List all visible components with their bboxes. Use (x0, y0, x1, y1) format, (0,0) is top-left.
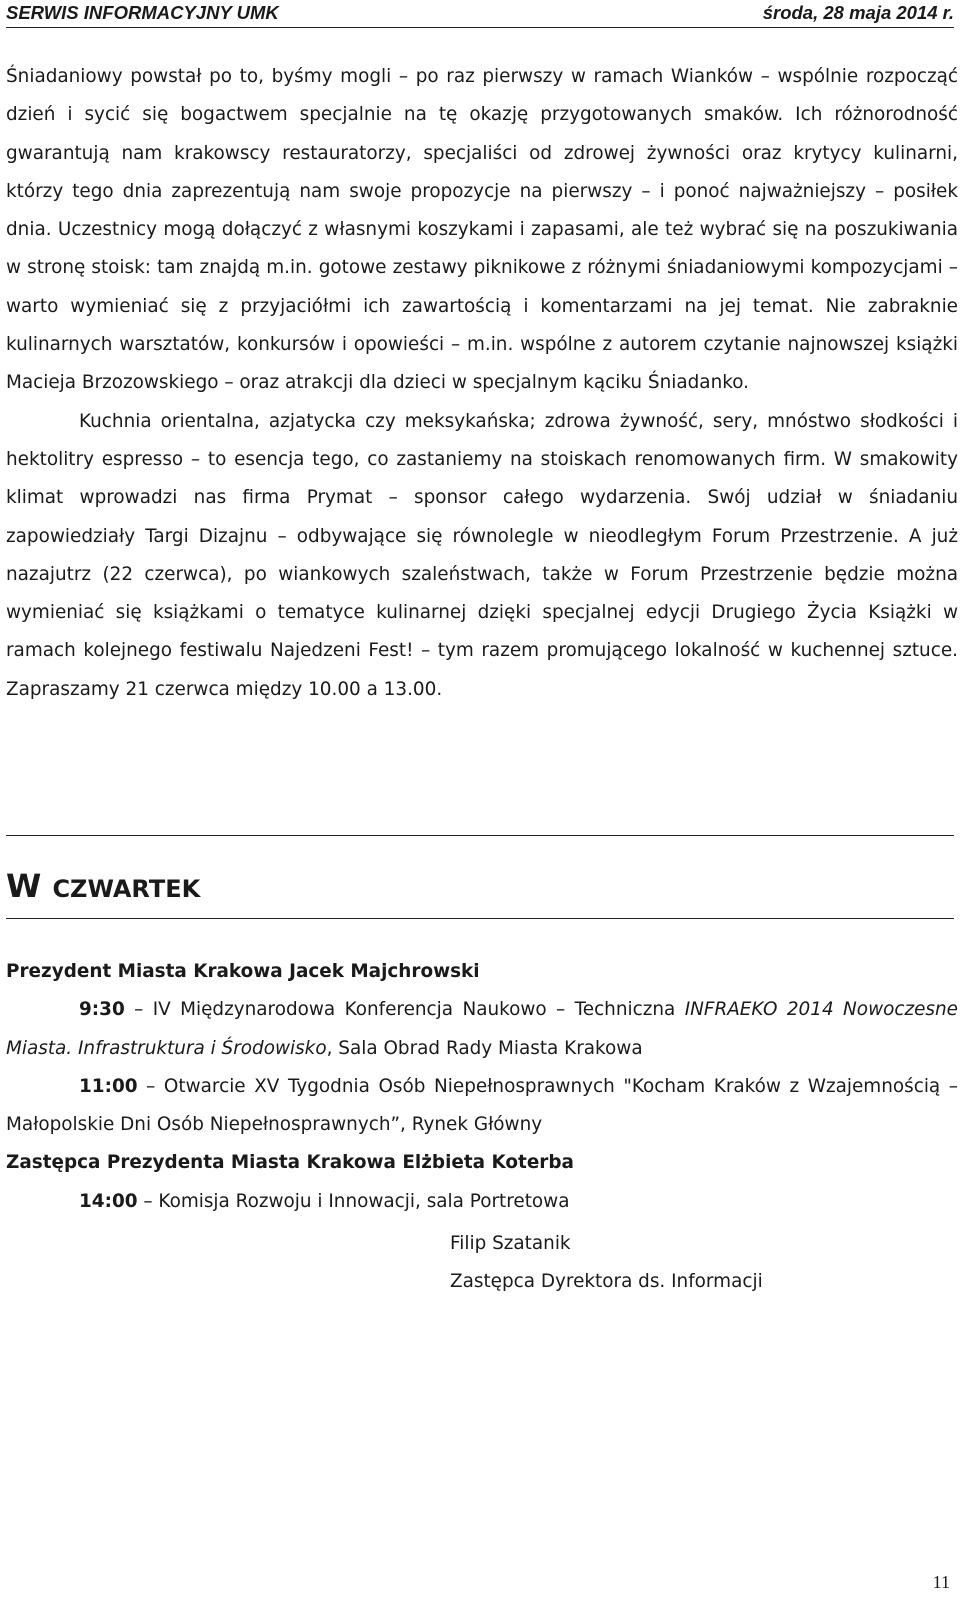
section-divider (6, 835, 954, 836)
section-divider (6, 918, 954, 919)
paragraph: Kuchnia orientalna, azjatycka czy meksykańska; zdrowa żywność, sery, mnóstwo słodkości i hektolitry espresso – to esencja tego, co zastaniemy na stoiskach renomowanych firm. W smakowity klimat wprowadzi nas firma Prymat – sponsor całego wydarzenia. Swój udział w śniadaniu zapowiedziały Targi Dizajnu – odbywające się równolegle w nieodległym Forum Przestrzenie. A już nazajutrz (22 czerwca), po wiankowych szaleństwach, także w Forum Przestrzenie będzie można wymieniać się książkami o tematyce kulinarnej dzięki specjalnej edycji Drugiego Życia Książki w ramach kolejnego festiwalu Najedzeni Fest! – tym razem promującego lokalność w kuchennej sztuce. Zapraszamy 21 czerwca między 10.00 a 13.00. (6, 410, 958, 700)
schedule-time: 9:30 (79, 999, 125, 1021)
paragraph: Śniadaniowy powstał po to, byśmy mogli – po raz pierwszy w ramach Wianków – wspólnie rozpocząć dzień i sycić się bogactwem specjalnie na tę okazję przygotowanych smaków. Ich różnorodność gwarantują nam krakowscy restauratorzy, specjaliści od zdrowej żywności oraz krytycy kulinarni, którzy tego dnia zaprezentują nam swoje propozycje na pierwszy – i ponoć najważniejszy – posiłek dnia. Uczestnicy mogą dołączyć z własnymi koszykami i zapasami, ale też wybrać się na poszukiwania w stronę stoisk: tam znajdą m.in. gotowe zestawy piknikowe z różnymi śniadaniowymi kompozycjami – warto wymieniać się z przyjaciółmi ich zawartością i komentarzami na jej temat. Nie zabraknie kulinarnych warsztatów, konkursów i opowieści – m.in. wspólne z autorem czytanie najnowszej książki Macieja Brzozowskiego – oraz atrakcji dla dzieci w specjalnym kąciku Śniadanko. (6, 66, 958, 394)
header-publication-title: SERWIS INFORMACYJNY UMK (6, 2, 279, 23)
schedule-location: , Sala Obrad Rady Miasta Krakowa (326, 1037, 643, 1059)
schedule-event-title: INFRAEKO 2014 Nowoczesne Miasta. Infrastruktura i Środowisko (6, 999, 958, 1059)
schedule-item (6, 1068, 958, 1145)
schedule-time: 11:00 (79, 1075, 138, 1097)
schedule-text: – Otwarcie XV Tygodnia Osób Niepełnosprawnych "Kocham Kraków z Wzajemnością – Małopolskie Dni Osób Niepełnosprawnych”, Rynek Główny (6, 1075, 958, 1136)
schedule-person: Zastępca Prezydenta Miasta Krakowa Elżbieta Koterba (6, 1152, 574, 1174)
schedule-text: – IV Międzynarodowa Konferencja Naukowo – Techniczna (124, 999, 685, 1021)
schedule (6, 953, 958, 1221)
schedule-time: 14:00 (79, 1190, 138, 1212)
signature (450, 1225, 763, 1302)
schedule-text: – Komisja Rozwoju i Innowacji, sala Portretowa (137, 1190, 570, 1212)
schedule-item (6, 991, 958, 1068)
article-body (6, 58, 958, 709)
section-title-initial: W (6, 867, 42, 905)
section-title-rest: CZWARTEK (52, 875, 201, 903)
schedule-person: Prezydent Miasta Krakowa Jacek Majchrowski (6, 961, 480, 982)
header-rule (6, 27, 954, 28)
page-number: 11 (932, 1572, 950, 1592)
header-date: środa, 28 maja 2014 r. (762, 2, 954, 23)
page-header (6, 0, 954, 26)
signature-name: Filip Szatanik (450, 1233, 571, 1254)
schedule-item (6, 1183, 958, 1221)
section-title (6, 867, 201, 905)
signature-role: Zastępca Dyrektora ds. Informacji (450, 1271, 763, 1293)
